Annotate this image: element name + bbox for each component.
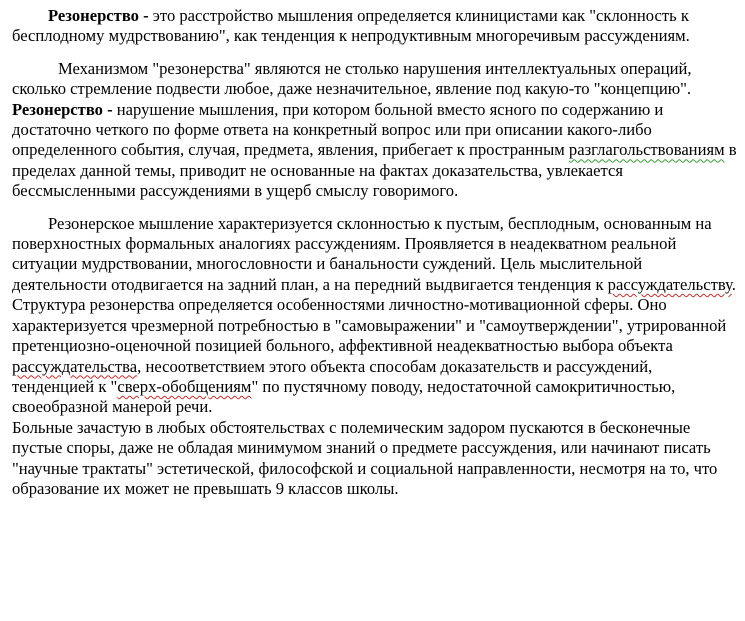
grammar-flagged-word[interactable]: разглагольствованиям: [568, 140, 725, 160]
paragraph-text: " по пустячному поводу, недостаточной самокритичностью, своеобразной манерой речи.: [12, 376, 676, 417]
term-bold: Резонерство -: [12, 99, 113, 119]
paragraph-text: нарушение мышления, при котором больной вместо ясного по содержанию и достаточно четкого по форме ответа на конкретный вопрос или при описании какого-либо определенного события, случая, предмета, явления, прибегает к пространным: [12, 99, 664, 160]
paragraph-characteristics: [12, 214, 738, 296]
paragraph-text: Больные зачастую в любых обстоятельствах с полемическим задором пускаются в бесконечные пустые споры, даже не обладая минимумом знаний о предмете рассуждения, или начинают писать "научные трактаты" эстетической, философской и социальной направленности, несмотря на то, что образование их может не превышать 9 классов школы.: [12, 417, 718, 498]
paragraph-text: Структура резонерства определяется особенностями личностно-мотивационной сферы. Оно характеризуется чрезмерной потребностью в "самовыражении" и "самоутверждении", утрированной претенциозно-оценочной позицией больного, аффективной неадекватностью выбора объекта: [12, 295, 727, 356]
paragraph-text: Резонерское мышление характеризуется склонностью к пустым, бесплодным, основанным на поверхностных формальных аналогиях рассуждениям. Проявляется в неадекватном реальной ситуации мудрствовании, многословности и банальности суждений. Цель мыслительной деятельности отодвигается на задний план, а на передний выдвигается тенденция к: [12, 213, 712, 294]
paragraph-mechanism: [12, 59, 738, 100]
paragraph-text: в пределах данной темы, приводит не основанные на фактах доказательства, увлекается бессмысленными рассуждениями в ущерб смыслу говоримого.: [12, 140, 737, 201]
document-body: [12, 6, 738, 499]
spelling-flagged-word[interactable]: сверх-обобщениям: [117, 376, 252, 396]
paragraph-text: , несоответствием этого объекта способам доказательств и рассуждений, тенденцией к ": [12, 356, 653, 396]
paragraph-disorder: [12, 100, 738, 202]
spelling-flagged-word[interactable]: рассуждательству: [607, 274, 732, 294]
paragraph-text: Механизмом "резонерства" являются не столько нарушения интеллектуальных операций, сколько стремление подвести любое, даже незначительное, явление под какую-то "концепцию".: [12, 58, 692, 99]
paragraph-text: это расстройство мышления определяется клиницистами как "склонность к бесплодному мудрствованию", как тенденция к непродуктивным многоречивым рассуждениям.: [12, 6, 690, 46]
paragraph-gap: [12, 202, 738, 214]
spelling-flagged-word[interactable]: рассуждательства: [12, 356, 138, 376]
term-bold: Резонерство -: [48, 6, 149, 25]
paragraph-structure: [12, 295, 738, 417]
paragraph-gap: [12, 47, 738, 59]
paragraph-patients: [12, 418, 738, 500]
paragraph-text: .: [731, 274, 736, 294]
paragraph-definition: [12, 6, 738, 47]
